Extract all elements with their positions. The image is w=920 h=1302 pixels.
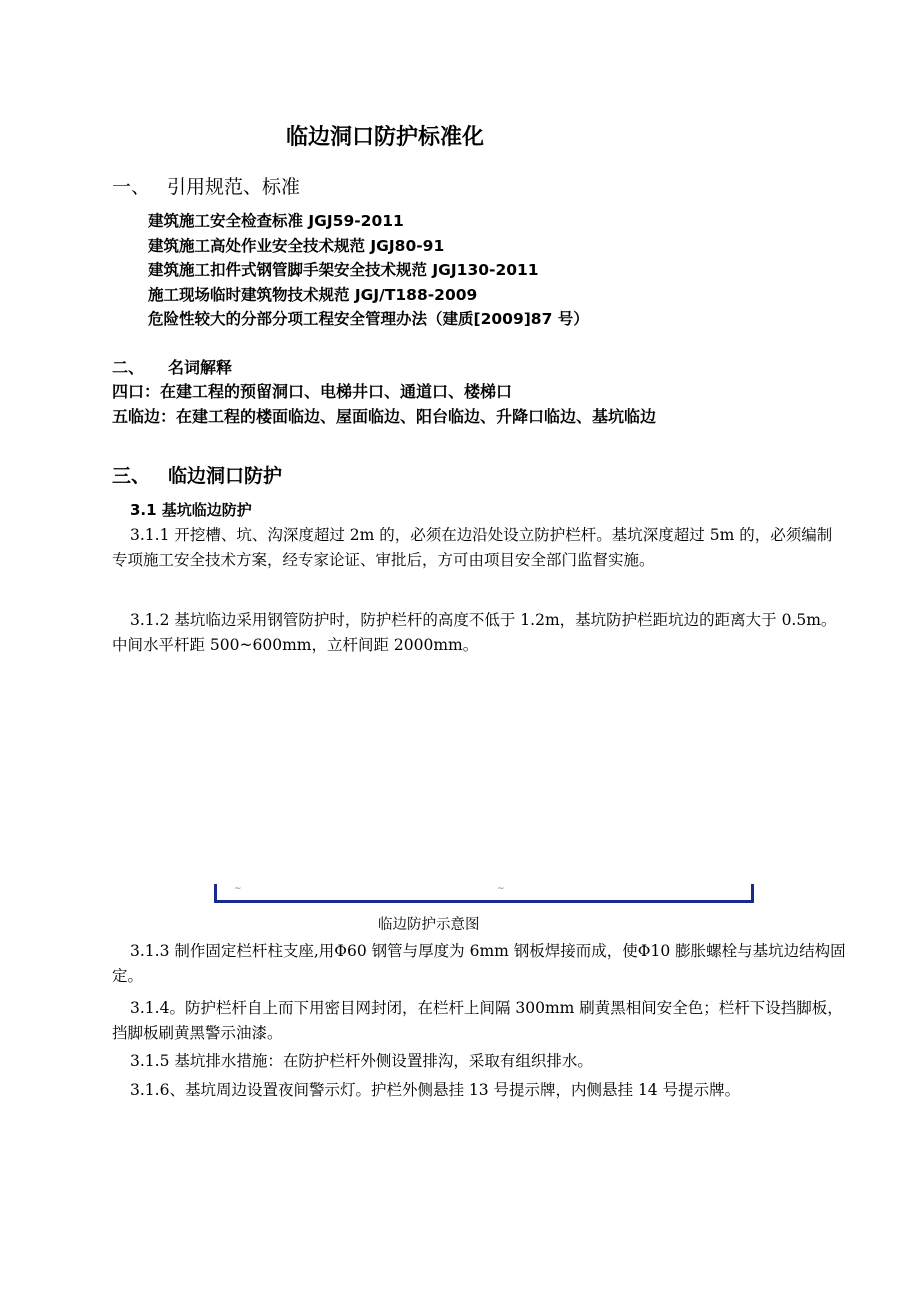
figure-caption: 临边防护示意图 [378,917,480,933]
section1-number: 一、 [112,176,151,198]
section3-number: 三、 [112,465,151,487]
section2-heading: 名词解释 [168,358,233,377]
reference-item: 施工现场临时建筑物技术规范 JGJ/T188-2009 [148,286,478,304]
reference-item: 建筑施工高处作业安全技术规范 JGJ80-91 [148,237,445,255]
section2-number: 二、 [112,358,145,377]
reference-item: 建筑施工安全检查标准 JGJ59-2011 [148,212,404,230]
paragraph-3-1-1: 3.1.1 开挖槽、坑、沟深度超过 2m 的，必须在边沿处设立防护栏杆。基坑深度超过 5m 的，必须编制专项施工安全技术方案，经专家论证、审批后，方可由项目安全部门监督实施。 [112,526,833,569]
figure-mark: ~ [234,884,242,894]
paragraph-3-1-6: 3.1.6、基坑周边设置夜间警示灯。护栏外侧悬挂 13 号提示牌，内侧悬挂 14 号提示牌。 [130,1081,741,1099]
section3-heading: 临边洞口防护 [168,465,283,487]
paragraph-3-1-5: 3.1.5 基坑排水措施：在防护栏杆外侧设置排沟，采取有组织排水。 [130,1052,593,1070]
section1-heading: 引用规范、标准 [167,176,301,198]
subsection-heading: 3.1 基坑临边防护 [130,501,252,519]
document-title: 临边洞口防护标准化 [286,125,485,150]
reference-item: 建筑施工扣件式钢管脚手架安全技术规范 JGJ130-2011 [148,261,539,279]
reference-item: 危险性较大的分部分项工程安全管理办法（建质[2009]87 号） [148,310,589,328]
paragraph-3-1-2: 3.1.2 基坑临边采用钢管防护时，防护栏杆的高度不低于 1.2m，基坑防护栏距坑边的距离大于 0.5m。中间水平杆距 500~600mm，立杆间距 2000mm。 [112,611,837,654]
figure-mark: ~ [497,884,505,894]
definition-four-openings: 四口：在建工程的预留洞口、电梯井口、通道口、楼梯口 [112,382,513,401]
paragraph-3-1-3: 3.1.3 制作固定栏杆柱支座,用Φ60 钢管与厚度为 6mm 钢板焊接而成，使Φ10 膨胀螺栓与基坑边结构固定。 [112,942,846,985]
definition-five-edges: 五临边：在建工程的楼面临边、屋面临边、阳台临边、升降口临边、基坑临边 [112,407,657,426]
guardrail-diagram [214,884,754,903]
paragraph-3-1-4: 3.1.4。防护栏杆自上而下用密目网封闭，在栏杆上间隔 300mm 刷黄黑相间安全色；栏杆下设挡脚板，挡脚板刷黄黑警示油漆。 [112,999,843,1042]
